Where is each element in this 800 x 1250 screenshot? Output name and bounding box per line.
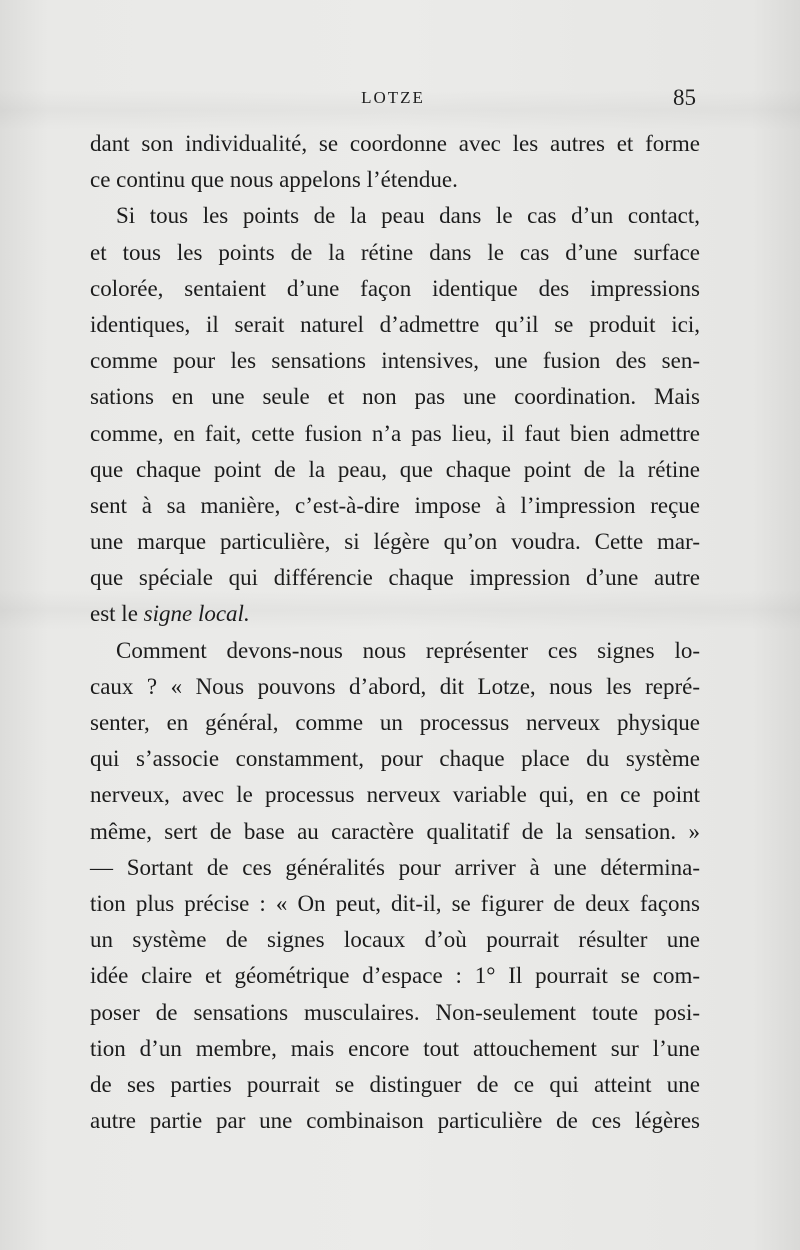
text-line: idée claire et géométrique d’espace : 1° Il pourrait se com-	[90, 963, 700, 989]
text-line: comme, en fait, cette fusion n’a pas lieu, il faut bien admettre	[90, 420, 700, 446]
text-line: qui s’associe constamment, pour chaque place du système	[90, 746, 700, 772]
text-line-with-emphasis	[90, 596, 700, 632]
text-line: poser de sensations musculaires. Non-seulement toute posi-	[90, 999, 700, 1025]
text-line: une marque particulière, si légère qu’on voudra. Cette mar-	[90, 529, 700, 555]
text-line: que spéciale qui différencie chaque impression d’une autre	[90, 565, 700, 591]
body-text	[90, 126, 700, 1139]
text-line: même, sert de base au caractère qualitatif de la sensation. »	[90, 818, 700, 844]
text-line: senter, en général, comme un processus nerveux physique	[90, 710, 700, 735]
text-line: sent à sa manière, c’est-à-dire impose à l’impression reçue	[90, 492, 700, 518]
paragraph-start-line: Comment devons-nous nous représenter ces signes lo-	[116, 637, 700, 663]
running-head	[90, 85, 696, 115]
paragraph-start-line: Si tous les points de la peau dans le cas d’un contact,	[116, 203, 700, 229]
text-line: autre partie par une combinaison particulière de ces légères	[90, 1108, 700, 1134]
text-line: un système de signes locaux d’où pourrait résulter une	[90, 927, 700, 953]
text-line: caux ? « Nous pouvons d’abord, dit Lotze, nous les repré-	[90, 673, 700, 699]
text-line: ce continu que nous appelons l’étendue.	[90, 167, 458, 193]
text-line: nerveux, avec le processus nerveux variable qui, en ce point	[90, 782, 700, 808]
text-line: et tous les points de la rétine dans le cas d’une surface	[90, 239, 700, 265]
text-line: de ses parties pourrait se distinguer de ce qui atteint une	[90, 1071, 700, 1097]
text-line: comme pour les sensations intensives, une fusion des sen-	[90, 348, 700, 374]
text-line: identiques, il serait naturel d’admettre qu’il se produit ici,	[90, 311, 700, 337]
running-title: LOTZE	[361, 88, 425, 107]
text-line: sations en une seule et non pas une coordination. Mais	[90, 384, 700, 410]
text-line: colorée, sentaient d’une façon identique des impressions	[90, 275, 700, 301]
page-number: 85	[673, 85, 696, 110]
italic-term: signe local.	[143, 601, 250, 627]
text-line: que chaque point de la peau, que chaque point de la rétine	[90, 456, 700, 482]
text-line: tion d’un membre, mais encore tout attouchement sur l’une	[90, 1035, 700, 1061]
text-line: — Sortant de ces généralités pour arriver à une détermina-	[90, 854, 700, 880]
text-line: tion plus précise : « On peut, dit-il, se figurer de deux façons	[90, 890, 700, 916]
text-line: dant son individualité, se coordonne avec les autres et forme	[90, 131, 700, 156]
text-fragment: est le	[90, 601, 138, 627]
